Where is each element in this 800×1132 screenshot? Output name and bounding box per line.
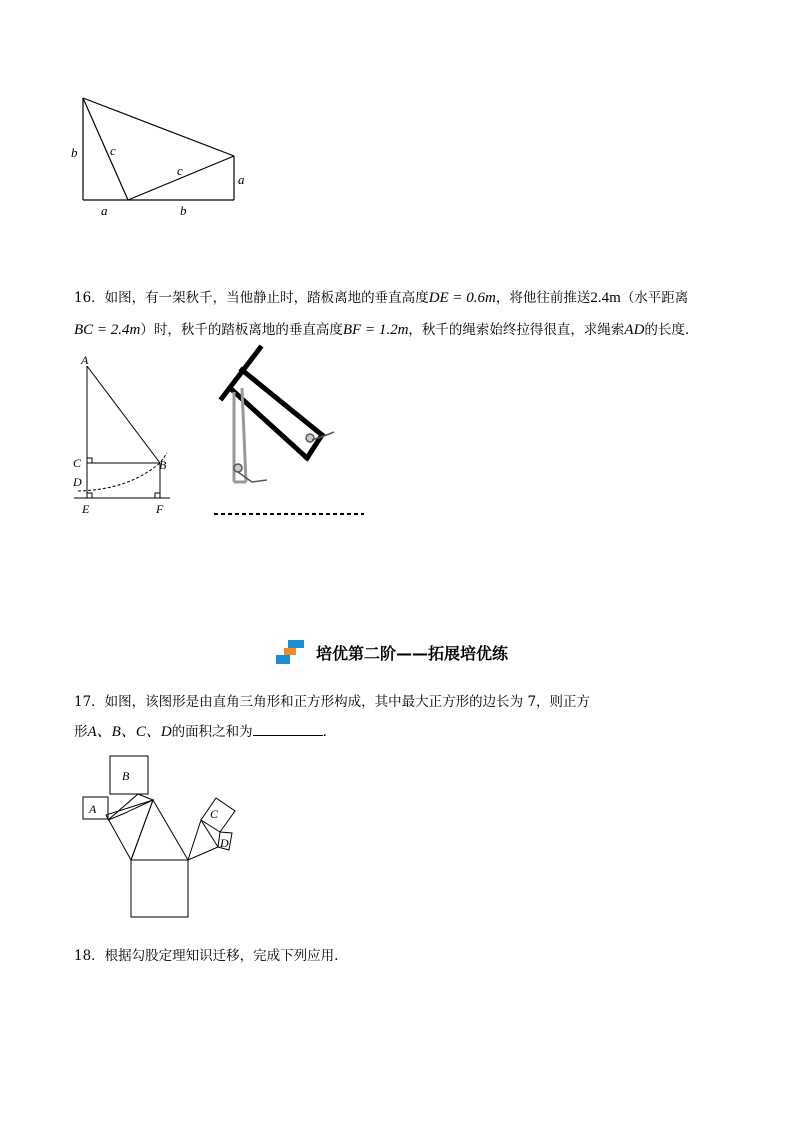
label-a-right: a [238, 172, 245, 187]
q16-line1-pre: 16．如图，有一架秋千，当他静止时，踏板离地的垂直高度 [74, 290, 429, 306]
q17-label-D: D [220, 836, 229, 850]
q17-label-A: A [89, 802, 97, 816]
label-c-right: c [177, 163, 183, 178]
q16-label-C: C [73, 456, 82, 470]
section-header [276, 636, 508, 668]
q16-label-B: B [159, 458, 167, 472]
section-title: 培优第二阶——拓展培优练 [316, 643, 509, 663]
label-b-left: b [71, 145, 78, 160]
q16-ad-label: AD [624, 322, 645, 338]
q17-vars: A、B、C、D [87, 724, 172, 740]
q16-label-E: E [82, 502, 90, 516]
q16-line1-post: （水平距离 [620, 290, 689, 306]
swing-illustration [212, 340, 372, 525]
q16-label-F: F [156, 502, 164, 516]
q16-line2-mid: ）时，秋千的踏板离地的垂直高度 [140, 322, 343, 338]
q16-label-A: A [81, 353, 89, 367]
q17-line2-post: . [322, 724, 327, 740]
swing-geometry-diagram [68, 350, 183, 520]
q16-de-value: DE = 0.6m [428, 290, 496, 306]
q16-bf-value: BF = 1.2m [342, 322, 409, 338]
q17-line2 [74, 721, 327, 742]
label-a-bottom: a [101, 203, 108, 218]
q16-line2-post: 的长度. [644, 322, 690, 338]
q16-line1 [74, 288, 688, 308]
q16-line2 [74, 320, 689, 340]
section-header-icon [276, 638, 308, 666]
q18-text: 18．根据勾股定理知识迁移，完成下列应用. [74, 948, 339, 964]
q16-line1-mid: ，将他往前推送 [495, 290, 591, 306]
q16-label-D: D [73, 475, 82, 489]
q16-bc-value: BC = 2.4m [74, 322, 141, 338]
q16-line2-mid2: ，秋千的绳索始终拉得很直，求绳索 [408, 322, 625, 338]
pythagoras-trapezoid-figure [66, 90, 256, 220]
label-b-bottom: b [180, 203, 187, 218]
pythagoras-tree-diagram [78, 752, 248, 924]
q17-line1: 17．如图，该图形是由直角三角形和正方形构成，其中最大正方形的边长为 7，则正方 [74, 694, 591, 710]
q16-push-distance: 2.4m [590, 290, 621, 306]
q17-answer-blank[interactable] [253, 721, 323, 736]
q17-line2-pre: 形 [74, 724, 88, 740]
q17-label-C: C [210, 807, 219, 821]
q17-label-B: B [122, 769, 130, 783]
label-c-left: c [110, 143, 116, 158]
q17-line2-mid: 的面积之和为 [171, 724, 253, 740]
